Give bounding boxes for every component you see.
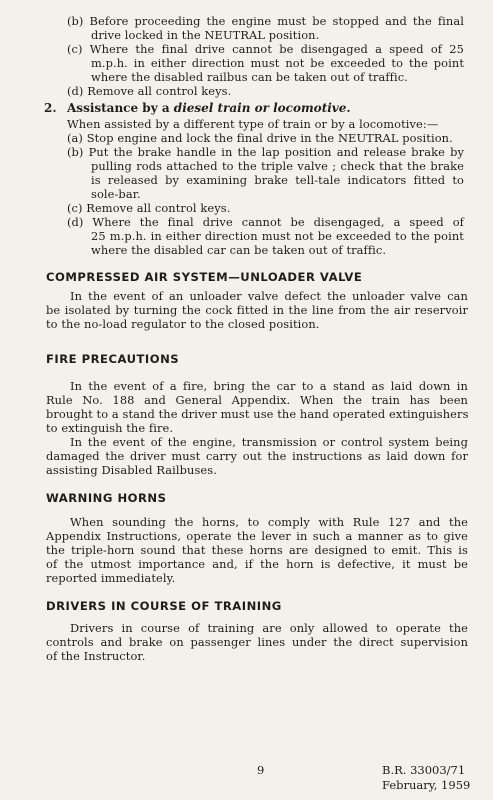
paragraph-1-line-2: Rule No. 188 and General Appendix. When the train has been <box>46 393 468 407</box>
paragraph-line-1: In the event of an unloader valve defect the unloader valve can <box>70 289 468 303</box>
item-d: (d) Remove all control keys. <box>67 84 232 98</box>
paragraph-line-3: to the no-load regulator to the closed position. <box>46 317 320 331</box>
item-b-line-1: (b) Before proceeding the engine must be stopped and the final <box>67 14 464 28</box>
paragraph-line-4: of the utmost importance and, if the horn is defective, it must be <box>46 557 468 571</box>
item-c-line-2: m.p.h. in either direction must not be exceeded to the point <box>91 56 464 70</box>
item-c-line-3: where the disabled railbus can be taken out of traffic. <box>91 70 408 84</box>
item-b-line-2: pulling rods attached to the triple valve ; check that the brake <box>91 159 464 173</box>
item-a: (a) Stop engine and lock the final drive in the NEUTRAL position. <box>67 131 453 145</box>
section-number: 2. <box>44 101 57 115</box>
heading-plain: Assistance by a <box>67 101 174 115</box>
item-d-line-3: where the disabled car can be taken out of traffic. <box>91 243 387 257</box>
paragraph-2-line-3: assisting Disabled Railbuses. <box>46 463 217 477</box>
paragraph-line-1: Drivers in course of training are only allowed to operate the <box>70 621 468 635</box>
paragraph-line-2: be isolated by turning the cock fitted in the line from the air reservoir <box>46 303 468 317</box>
item-c-line-1: (c) Where the final drive cannot be disengaged a speed of 25 <box>67 42 464 56</box>
heading-italic: diesel train or locomotive <box>173 101 347 115</box>
item-b-line-1: (b) Put the brake handle in the lap position and release brake by <box>67 145 464 159</box>
paragraph-1-line-4: to extinguish the fire. <box>46 421 174 435</box>
section-heading: FIRE PRECAUTIONS <box>46 352 180 366</box>
publication-date: February, 1959 <box>382 778 471 792</box>
document-reference: B.R. 33003/71 <box>382 763 466 777</box>
section-heading: COMPRESSED AIR SYSTEM—UNLOADER VALVE <box>46 270 363 284</box>
item-d-line-2: 25 m.p.h. in either direction must not be exceeded to the point <box>91 229 464 243</box>
paragraph-1-line-3: brought to a stand the driver must use the hand operated extinguishers <box>46 407 469 421</box>
section-heading: DRIVERS IN COURSE OF TRAINING <box>46 599 282 613</box>
heading-end: . <box>346 101 351 115</box>
paragraph-line-2: Appendix Instructions, operate the lever in such a manner as to give <box>46 529 468 543</box>
page-number: 9 <box>257 763 265 777</box>
paragraph-line-2: controls and brake on passenger lines under the direct supervision <box>46 635 468 649</box>
item-d-line-1: (d) Where the final drive cannot be disengaged, a speed of <box>67 215 464 229</box>
section-heading <box>67 101 351 115</box>
section-heading: WARNING HORNS <box>46 491 167 505</box>
section-intro: When assisted by a different type of train or by a locomotive:— <box>67 117 439 131</box>
item-c: (c) Remove all control keys. <box>67 201 231 215</box>
item-b-line-2: drive locked in the NEUTRAL position. <box>91 28 320 42</box>
paragraph-2-line-2: damaged the driver must carry out the instructions as laid down for <box>46 449 468 463</box>
paragraph-line-3: the triple-horn sound that these horns are designed to emit. This is <box>46 543 468 557</box>
paragraph-1-line-1: In the event of a fire, bring the car to a stand as laid down in <box>70 379 468 393</box>
paragraph-line-3: of the Instructor. <box>46 649 146 663</box>
paragraph-line-5: reported immediately. <box>46 571 176 585</box>
paragraph-line-1: When sounding the horns, to comply with Rule 127 and the <box>70 515 468 529</box>
item-b-line-3: is released by examining brake tell-tale indicators fitted to <box>91 173 464 187</box>
item-b-line-4: sole-bar. <box>91 187 141 201</box>
paragraph-2-line-1: In the event of the engine, transmission or control system being <box>70 435 468 449</box>
